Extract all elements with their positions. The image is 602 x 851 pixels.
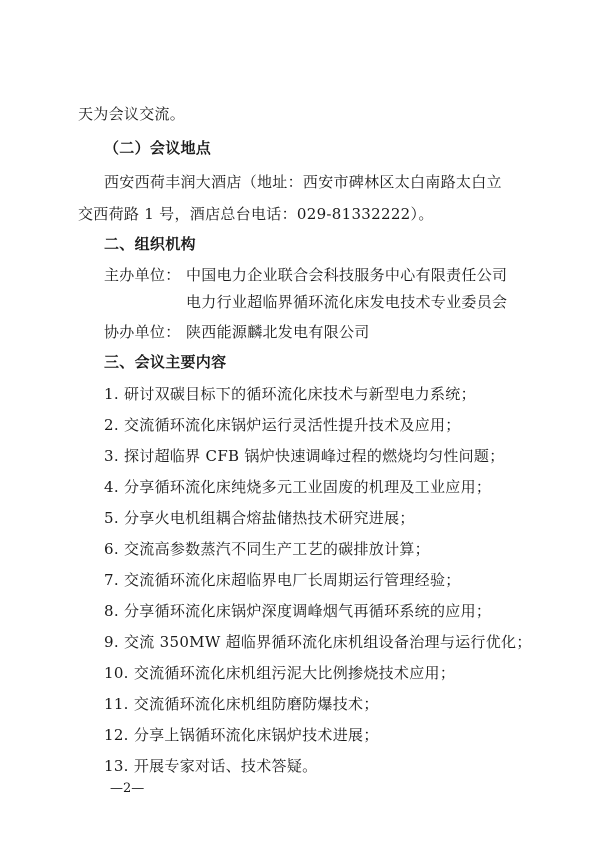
list-item: 3. 探讨超临界 CFB 锅炉快速调峰过程的燃烧均匀性问题； bbox=[104, 447, 505, 465]
list-item: 6. 交流高参数蒸汽不同生产工艺的碳排放计算； bbox=[104, 540, 430, 558]
host-label: 主办单位： bbox=[104, 266, 181, 284]
list-item: 12. 分享上锅循环流化床锅炉技术进展； bbox=[104, 726, 379, 744]
co-organizer-label: 协办单位： bbox=[104, 323, 181, 341]
list-item: 7. 交流循环流化床超临界电厂长周期运行管理经验； bbox=[104, 571, 461, 589]
host-org-1: 中国电力企业联合会科技服务中心有限责任公司 bbox=[186, 266, 508, 284]
co-organizer-org: 陕西能源麟北发电有限公司 bbox=[186, 323, 370, 341]
list-item: 13. 开展专家对话、技术答疑。 bbox=[104, 757, 318, 775]
list-item: 11. 交流循环流化床机组防磨防爆技术； bbox=[104, 695, 379, 713]
list-item: 4. 分享循环流化床纯烧多元工业固废的机理及工业应用； bbox=[104, 478, 492, 496]
list-item: 8. 分享循环流化床锅炉深度调峰烟气再循环系统的应用； bbox=[104, 602, 492, 620]
page-number: —2— bbox=[110, 781, 145, 796]
list-item: 10. 交流循环流化床机组污泥大比例掺烧技术应用； bbox=[104, 664, 456, 682]
list-item: 1. 研讨双碳目标下的循环流化床技术与新型电力系统； bbox=[104, 385, 476, 403]
venue-text-line-2: 交西荷路 1 号，酒店总台电话：029-81332222）。 bbox=[78, 205, 434, 223]
list-item: 2. 交流循环流化床锅炉运行灵活性提升技术及应用； bbox=[104, 416, 461, 434]
host-org-2: 电力行业超临界循环流化床发电技术专业委员会 bbox=[186, 293, 508, 311]
continued-text-line: 天为会议交流。 bbox=[78, 105, 186, 123]
section-title-organization: 二、组织机构 bbox=[104, 235, 196, 253]
subsection-title-venue: （二）会议地点 bbox=[104, 139, 212, 157]
venue-text-line-1: 西安西荷丰润大酒店（地址：西安市碑林区太白南路太白立 bbox=[104, 173, 502, 191]
section-title-content: 三、会议主要内容 bbox=[104, 353, 227, 371]
list-item: 9. 交流 350MW 超临界循环流化床机组设备治理与运行优化； bbox=[104, 633, 532, 651]
list-item: 5. 分享火电机组耦合熔盐储热技术研究进展； bbox=[104, 509, 415, 527]
